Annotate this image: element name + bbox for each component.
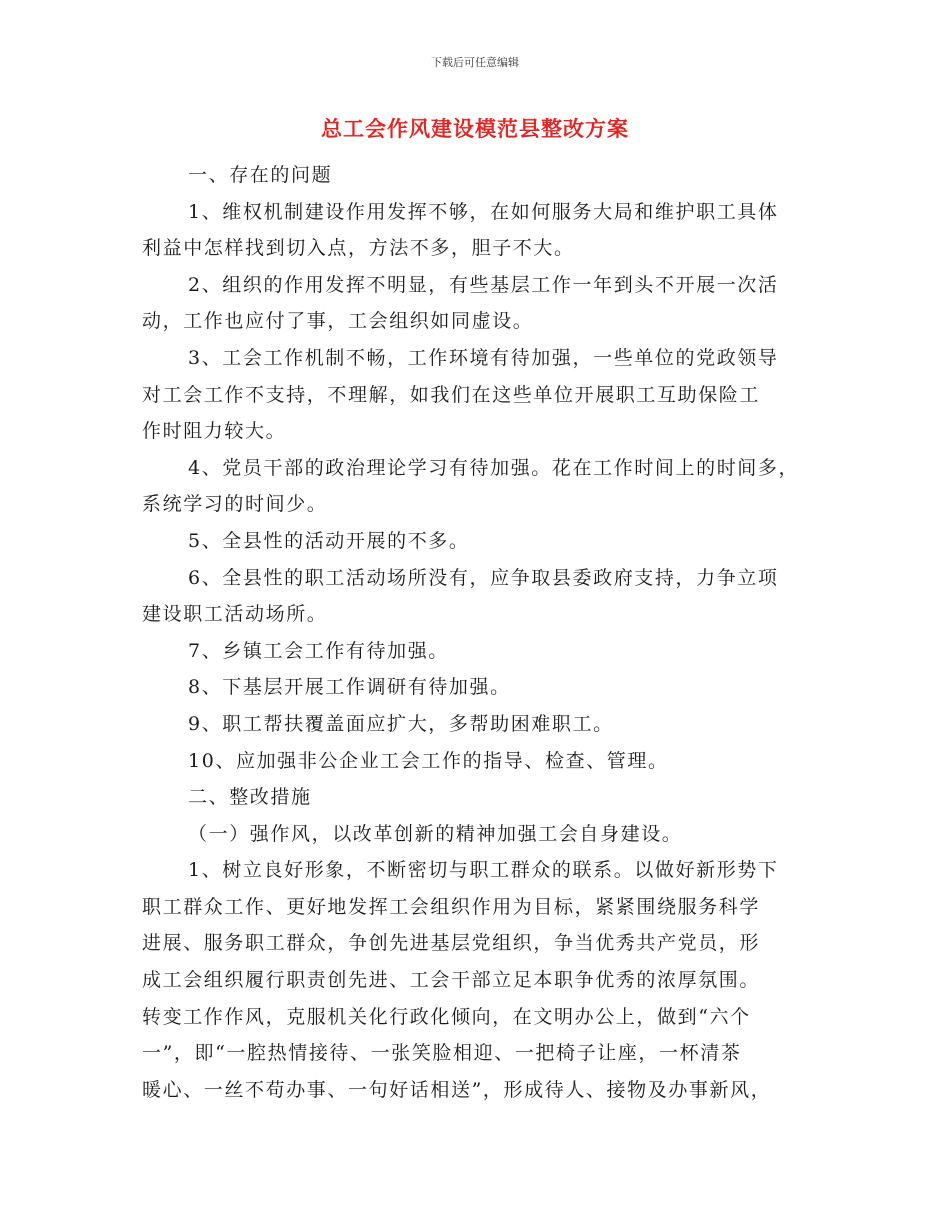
document-body	[142, 157, 812, 1108]
text-line: 系统学习的时间少。	[142, 493, 328, 516]
text-line: （一）强作风，以改革创新的精神加强工会自身建设。	[188, 822, 683, 845]
document-title: 总工会作风建设模范县整改方案	[321, 116, 629, 141]
text-line: 5、全县性的活动开展的不多。	[188, 529, 470, 552]
text-line: 二、整改措施	[188, 786, 312, 809]
text-line: 作时阻力较大。	[142, 420, 287, 443]
text-line: 10、应加强非公企业工会工作的指导、检查、管理。	[188, 749, 669, 772]
text-line: 进展、服务职工群众，争创先进基层党组织，争当优秀共产党员，形	[142, 932, 761, 955]
text-line: 2、组织的作用发挥不明显，有些基层工作一年到头不开展一次活	[188, 273, 779, 296]
text-line: 对工会工作不支持，不理解，如我们在这些单位开展职工互助保险工	[142, 383, 761, 406]
text-line: 1、树立良好形象，不断密切与职工群众的联系。以做好新形势下	[188, 859, 779, 882]
text-line: 建设职工活动场所。	[142, 603, 328, 626]
text-line: 利益中怎样找到切入点，方法不多，胆子不大。	[142, 237, 575, 260]
text-line: 9、职工帮扶覆盖面应扩大，多帮助困难职工。	[188, 712, 614, 735]
text-line: 8、下基层开展工作调研有待加强。	[188, 676, 511, 699]
text-line: 动，工作也应付了事，工会组织如同虚设。	[142, 310, 534, 333]
text-line: 职工群众工作、更好地发挥工会组织作用为目标，紧紧围绕服务科学	[142, 895, 761, 918]
text-line: 1、维权机制建设作用发挥不够，在如何服务大局和维护职工具体	[188, 200, 779, 223]
text-line: 一、存在的问题	[188, 164, 333, 186]
text-line: 4、党员干部的政治理论学习有待加强。花在工作时间上的时间多，	[188, 456, 800, 479]
text-line: 成工会组织履行职责创先进、工会干部立足本职争优秀的浓厚氛围。	[142, 969, 761, 992]
header-note: 下载后可任意编辑	[431, 56, 519, 69]
text-line: 转变工作作风，克服机关化行政化倾向，在文明办公上，做到“六个	[142, 1005, 751, 1028]
text-line: 6、全县性的职工活动场所没有，应争取县委政府支持，力争立项	[188, 566, 779, 589]
text-line: 一”，即“一腔热情接待、一张笑脸相迎、一把椅子让座，一杯清茶	[142, 1042, 742, 1065]
text-line: 7、乡镇工会工作有待加强。	[188, 639, 449, 662]
text-line: 3、工会工作机制不畅，工作环境有待加强，一些单位的党政领导	[188, 346, 779, 369]
text-line: 暖心、一丝不苟办事、一句好话相送”，形成待人、接物及办事新风，	[142, 1078, 772, 1101]
